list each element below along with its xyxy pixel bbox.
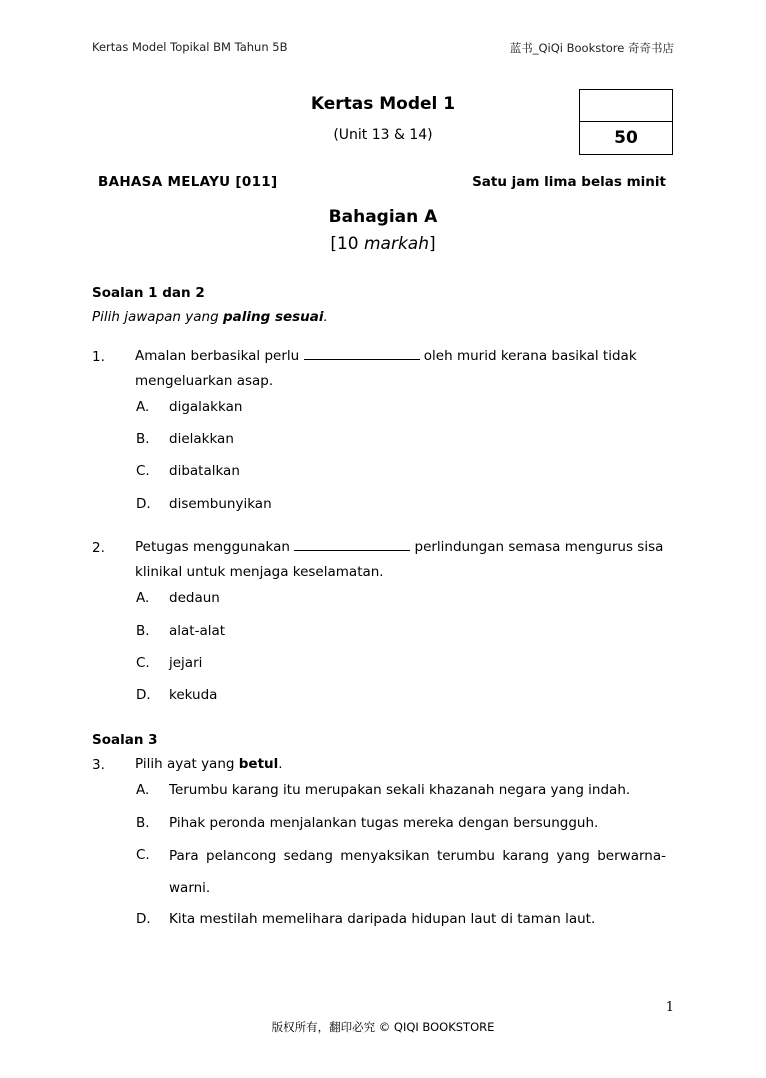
q3-text: [135, 752, 666, 777]
group1-heading: Soalan 1 dan 2: [92, 285, 205, 301]
group1-instr-a: Pilih jawapan yang: [92, 309, 223, 325]
paper-subtitle: (Unit 13 & 14): [333, 127, 433, 143]
q3-option-a-text: Terumbu karang itu merupakan sekali khazanah negara yang indah.: [169, 782, 631, 798]
q1-text-b: oleh murid kerana basikal tidak mengeluarkan asap.: [135, 348, 637, 389]
section-marks: [0, 234, 766, 254]
group1-instr-b: .: [323, 309, 328, 325]
q2-text-a: Petugas menggunakan: [135, 539, 295, 555]
page-number: 1: [665, 1000, 674, 1015]
group1-instr-bold: paling sesuai: [222, 309, 324, 325]
copyright-footer: 版权所有，翻印必究 © QIQI BOOKSTORE: [271, 1020, 495, 1034]
q3-text-a: Pilih ayat yang: [135, 756, 239, 772]
section-marks-word: markah: [364, 234, 430, 254]
q3-option-d-text: Kita mestilah memelihara daripada hidupan laut di taman laut.: [169, 911, 596, 927]
score-box: [579, 89, 673, 155]
score-total: 50: [614, 128, 638, 148]
q2-option-a-text: dedaun: [169, 590, 220, 606]
q1-option-b-letter: B.: [136, 431, 150, 447]
q3-number: 3.: [92, 757, 105, 773]
q1-number: 1.: [92, 349, 105, 365]
q2-number: 2.: [92, 540, 105, 556]
q3-option-d-letter: D.: [136, 911, 151, 927]
q3-text-b: .: [278, 756, 283, 772]
q1-blank: [304, 347, 420, 360]
q3-option-c-letter: C.: [136, 847, 150, 863]
section-marks-close: ]: [429, 234, 436, 254]
q3-option-b-letter: B.: [136, 815, 150, 831]
q2-text: [135, 535, 666, 585]
header-right: 蓝书_QiQi Bookstore 奇奇书店: [509, 41, 674, 55]
q2-option-b-letter: B.: [136, 623, 150, 639]
q1-option-d-text: disembunyikan: [169, 496, 272, 512]
subject-code: BAHASA MELAYU [011]: [98, 174, 278, 190]
q3-option-b-text: Pihak peronda menjalankan tugas mereka dengan bersungguh.: [169, 815, 599, 831]
q1-text-a: Amalan berbasikal perlu: [135, 348, 304, 364]
q1-option-c-letter: C.: [136, 463, 150, 479]
q2-option-d-letter: D.: [136, 687, 151, 703]
q2-text-b: perlindungan semasa mengurus sisa klinikal untuk menjaga keselamatan.: [135, 539, 664, 580]
q1-option-c-text: dibatalkan: [169, 463, 240, 479]
group2-heading: Soalan 3: [92, 732, 158, 748]
q3-option-c-text: Para pelancong sedang menyaksikan terumbu karang yang berwarna-warni.: [169, 848, 666, 896]
q3-text-bold: betul: [238, 756, 279, 772]
q3-option-a-letter: A.: [136, 782, 150, 798]
q1-option-d-letter: D.: [136, 496, 151, 512]
q2-option-a-letter: A.: [136, 590, 150, 606]
q2-option-c-letter: C.: [136, 655, 150, 671]
q1-option-b-text: dielakkan: [169, 431, 234, 447]
q2-option-c-text: jejari: [169, 655, 203, 671]
group1-instruction: [92, 309, 328, 325]
q1-option-a-letter: A.: [136, 399, 150, 415]
paper-title: Kertas Model 1: [310, 94, 456, 114]
q1-text: [135, 344, 666, 394]
section-title: Bahagian A: [328, 207, 438, 227]
header-left: Kertas Model Topikal BM Tahun 5B: [92, 40, 288, 54]
q2-option-b-text: alat-alat: [169, 623, 226, 639]
q1-option-a-text: digalakkan: [169, 399, 243, 415]
score-box-empty-cell: [580, 90, 672, 122]
exam-duration: Satu jam lima belas minit: [472, 174, 666, 190]
q2-blank: [294, 538, 410, 551]
section-marks-open: [10: [330, 234, 364, 254]
q2-option-d-text: kekuda: [169, 687, 218, 703]
